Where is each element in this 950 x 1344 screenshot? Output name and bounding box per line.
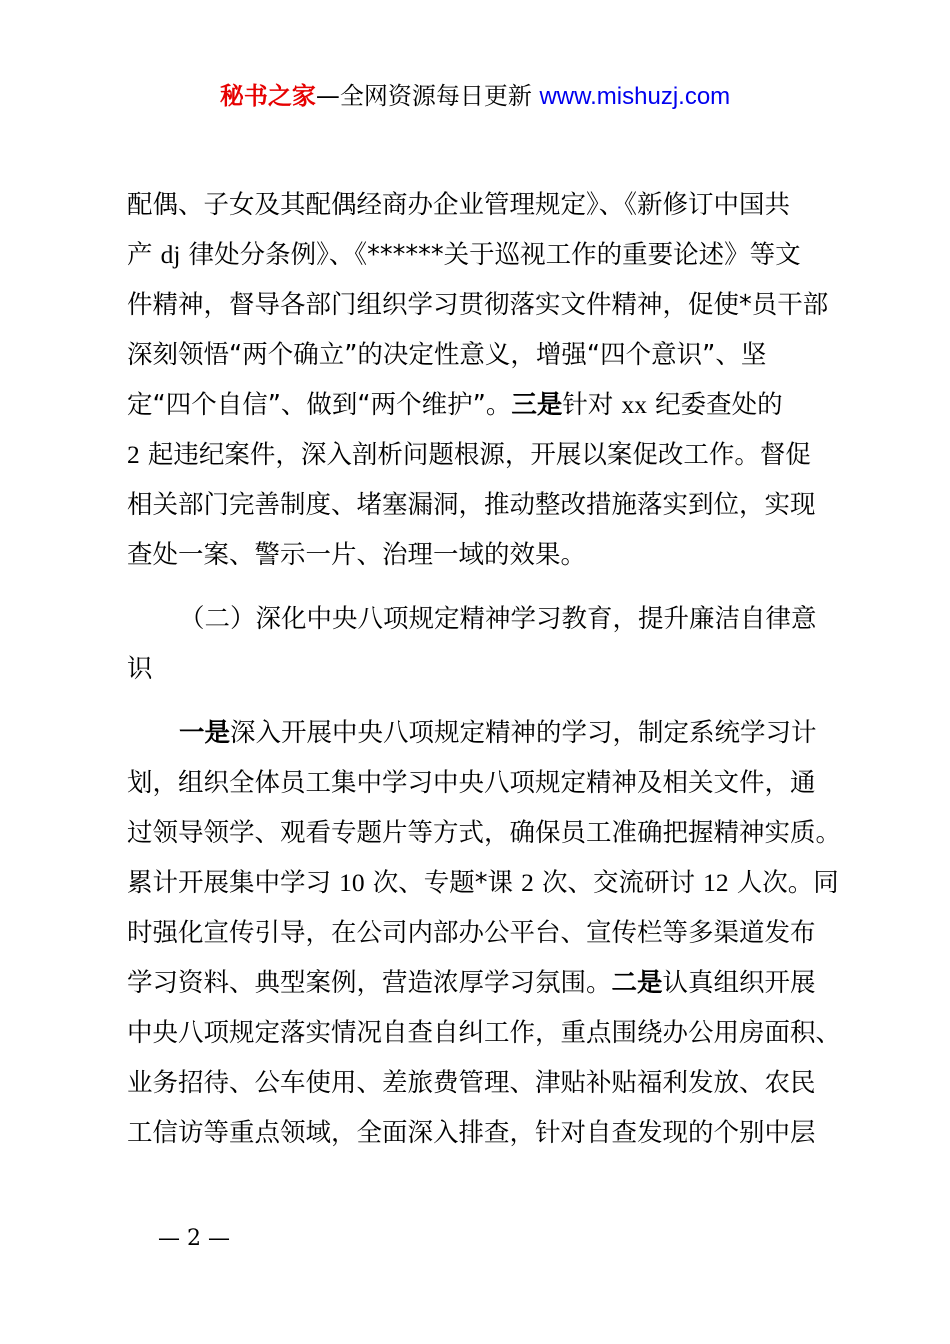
text-line: 业务招待、公车使用、差旅费管理、津贴补贴福利发放、农民 — [127, 1068, 816, 1098]
text-line: 累计开展集中学习 10 次、专题*课 2 次、交流研讨 12 人次。同 — [127, 868, 839, 898]
emphasis-san-shi: 三是 — [511, 390, 563, 420]
heading-line: 识 — [127, 654, 153, 684]
text-line: 工信访等重点领域，全面深入排查，针对自查发现的个别中层 — [127, 1118, 816, 1148]
text-line: 学习资料、典型案例，营造浓厚学习氛围。二是认真组织开展 — [127, 968, 816, 998]
text-line: 过领导领学、观看专题片等方式，确保员工准确把握精神实质。 — [127, 818, 842, 848]
text-line: 中央八项规定落实情况自查自纠工作，重点围绕办公用房面积、 — [127, 1018, 842, 1048]
text-line: 一是深入开展中央八项规定精神的学习，制定系统学习计 — [179, 718, 817, 748]
banner-tagline: —全网资源每日更新 — [315, 82, 540, 110]
page-number: — 2 — — [158, 1226, 230, 1251]
text-line: 件精神，督导各部门组织学习贯彻落实文件精神，促使*员干部 — [127, 290, 829, 320]
emphasis-yi-shi: 一是 — [179, 718, 231, 748]
site-url[interactable]: www.mishuzj.com — [539, 83, 731, 110]
text-line: 时强化宣传引导，在公司内部办公平台、宣传栏等多渠道发布 — [127, 918, 816, 948]
text-line: 定“四个自信”、做到“两个维护”。三是针对 xx 纪委查处的 — [127, 390, 783, 420]
text-line: 深刻领悟“两个确立”的决定性意义，增强“四个意识”、坚 — [127, 340, 767, 370]
text-line: 配偶、子女及其配偶经商办企业管理规定》、《新修订中国共 — [127, 190, 791, 220]
emphasis-er-shi: 二是 — [611, 968, 663, 998]
text-line: 相关部门完善制度、堵塞漏洞，推动整改措施落实到位，实现 — [127, 490, 816, 520]
paragraph-1 — [127, 180, 837, 580]
site-banner — [0, 78, 950, 115]
document-body — [127, 180, 842, 1158]
brand-name: 秘书之家 — [219, 82, 316, 110]
text-line: 2 起违纪案件，深入剖析问题根源，开展以案促改工作。督促 — [127, 440, 811, 470]
text-line: 产 dj 律处分条例》、《******关于巡视工作的重要论述》等文 — [127, 240, 801, 270]
section-heading — [127, 594, 837, 694]
paragraph-2 — [127, 708, 842, 1158]
heading-line: （二）深化中央八项规定精神学习教育，提升廉洁自律意 — [179, 604, 817, 634]
text-line: 查处一案、警示一片、治理一域的效果。 — [127, 540, 587, 570]
text-line: 划，组织全体员工集中学习中央八项规定精神及相关文件，通 — [127, 768, 816, 798]
